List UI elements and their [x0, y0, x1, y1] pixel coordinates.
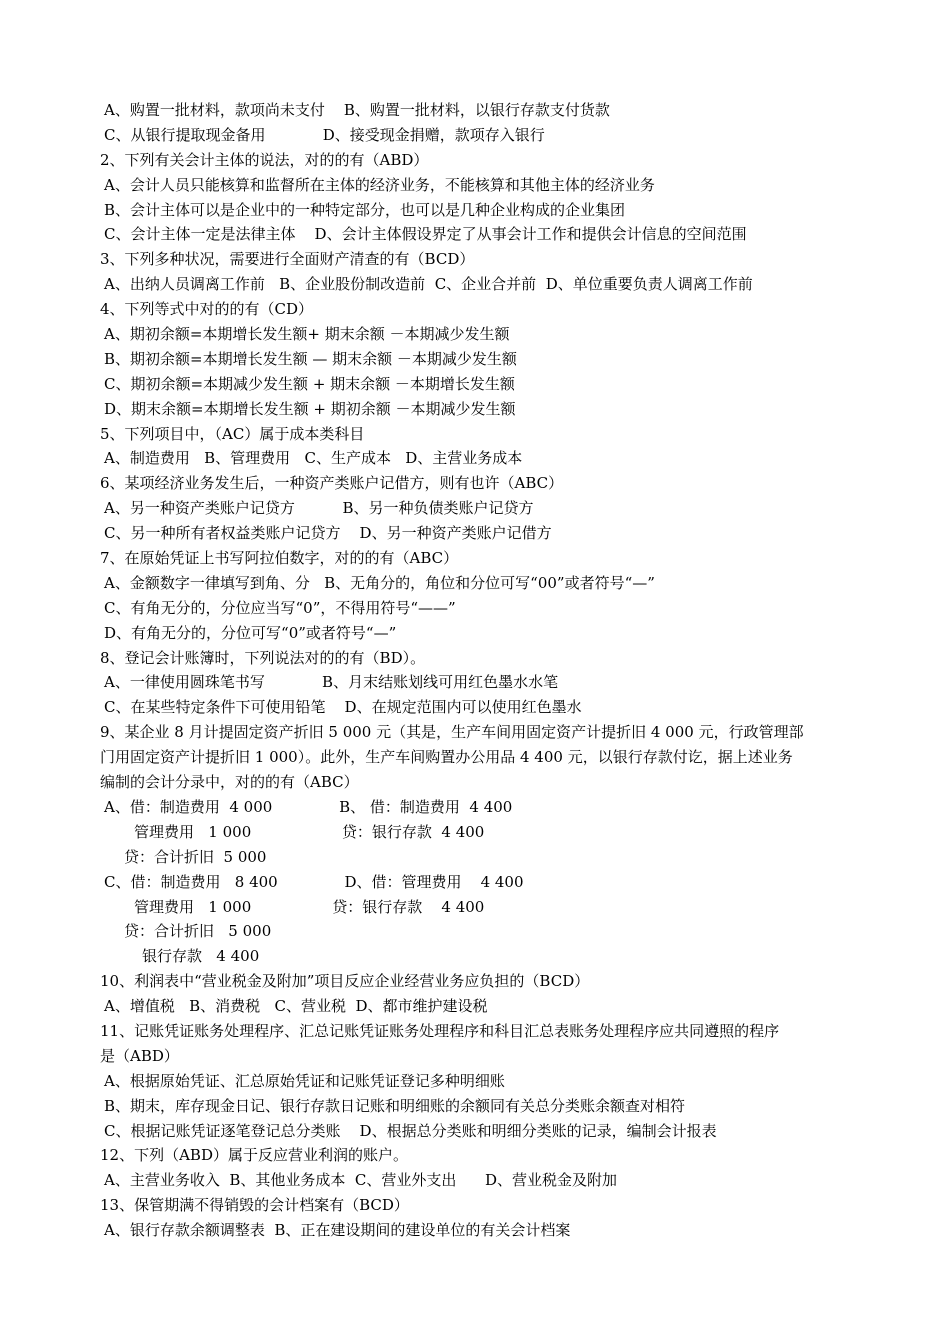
- text-line: 管理费用 1 000 贷：银行存款 4 400: [134, 897, 485, 916]
- text-line: 贷：合计折旧 5 000: [124, 922, 272, 941]
- text-line: 2、下列有关会计主体的说法，对的的有（ABD）: [100, 150, 429, 169]
- text-line: C、有角无分的，分位应当写“0”，不得用符号“——”: [104, 598, 456, 617]
- text-line: C、从银行提取现金备用 D、接受现金捐赠，款项存入银行: [104, 125, 545, 144]
- text-line: 编制的会计分录中，对的的有（ABC）: [100, 773, 359, 792]
- text-line: D、有角无分的，分位可写“0”或者符号“—”: [104, 623, 397, 642]
- text-line: 银行存款 4 400: [142, 947, 260, 966]
- text-line: 管理费用 1 000 贷：银行存款 4 400: [134, 822, 485, 841]
- text-line: 4、下列等式中对的的有（CD）: [100, 300, 314, 319]
- text-line: 11、记账凭证账务处理程序、汇总记账凭证账务处理程序和科目汇总表账务处理程序应共同遵照的程序: [100, 1021, 780, 1040]
- text-line: 7、在原始凭证上书写阿拉伯数字，对的的有（ABC）: [100, 549, 459, 568]
- text-line: A、金额数字一律填写到角、分 B、无角分的，角位和分位可写“00”或者符号“—”: [104, 573, 655, 592]
- text-line: 门用固定资产计提折旧 1 000）。此外，生产车间购置办公用品 4 400 元，以银行存款付讫，据上述业务: [100, 748, 793, 767]
- text-line: B、会计主体可以是企业中的一种特定部分，也可以是几种企业构成的企业集团: [104, 200, 626, 219]
- text-line: C、在某些特定条件下可使用铅笔 D、在规定范围内可以使用红色墨水: [104, 698, 582, 717]
- text-line: A、根据原始凭证、汇总原始凭证和记账凭证登记多种明细账: [104, 1071, 505, 1090]
- text-line: 3、下列多种状况，需要进行全面财产清查的有（BCD）: [100, 250, 475, 269]
- text-line: D、期末余额=本期增长发生额 + 期初余额 －本期减少发生额: [104, 399, 516, 418]
- text-line: 5、下列项目中，（AC）属于成本类科目: [100, 424, 365, 443]
- text-line: 贷：合计折旧 5 000: [124, 847, 267, 866]
- text-line: A、出纳人员调离工作前 B、企业股份制改造前 C、企业合并前 D、单位重要负责人调离工作前: [104, 275, 753, 294]
- text-line: C、借：制造费用 8 400 D、借：管理费用 4 400: [104, 872, 524, 891]
- text-line: A、购置一批材料，款项尚未支付 B、购置一批材料，以银行存款支付货款: [104, 101, 610, 119]
- text-line: 是（ABD）: [100, 1046, 179, 1065]
- text-line: B、期末，库存现金日记、银行存款日记账和明细账的余额同有关总分类账余额查对相符: [104, 1096, 686, 1115]
- text-line: B、期初余额=本期增长发生额 — 期末余额 －本期减少发生额: [104, 349, 517, 368]
- text-line: C、另一种所有者权益类账户记贷方 D、另一种资产类账户记借方: [104, 524, 552, 543]
- text-line: A、借：制造费用 4 000 B、 借：制造费用 4 400: [104, 797, 513, 816]
- text-line: 8、登记会计账簿时，下列说法对的的有（BD）。: [100, 648, 426, 667]
- text-line: A、会计人员只能核算和监督所在主体的经济业务，不能核算和其他主体的经济业务: [104, 175, 655, 194]
- text-line: A、一律使用圆珠笔书写 B、月末结账划线可用红色墨水水笔: [104, 673, 559, 692]
- text-line: C、根据记账凭证逐笔登记总分类账 D、根据总分类账和明细分类账的记录，编制会计报表: [104, 1121, 717, 1140]
- text-line: 9、某企业 8 月计提固定资产折旧 5 000 元（其是，生产车间用固定资产计提折旧 4 000 元，行政管理部: [100, 723, 804, 742]
- text-line: A、主营业务收入 B、其他业务成本 C、营业外支出 D、营业税金及附加: [104, 1171, 618, 1190]
- text-line: 13、保管期满不得销毁的会计档案有（BCD）: [100, 1196, 409, 1215]
- text-line: A、另一种资产类账户记贷方 B、另一种负债类账户记贷方: [104, 499, 534, 518]
- text-line: A、制造费用 B、管理费用 C、生产成本 D、主营业务成本: [104, 449, 523, 468]
- text-line: A、银行存款余额调整表 B、正在建设期间的建设单位的有关会计档案: [104, 1221, 571, 1240]
- text-line: C、期初余额=本期减少发生额 + 期末余额 －本期增长发生额: [104, 374, 515, 393]
- text-line: A、增值税 B、消费税 C、营业税 D、都市维护建设税: [104, 997, 488, 1016]
- text-line: C、会计主体一定是法律主体 D、会计主体假设界定了从事会计工作和提供会计信息的空间范围: [104, 225, 747, 244]
- text-line: 10、利润表中“营业税金及附加”项目反应企业经营业务应负担的（BCD）: [100, 972, 590, 991]
- text-line: 6、某项经济业务发生后，一种资产类账户记借方，则有也许（ABC）: [100, 474, 564, 493]
- document-page: [0, 98, 950, 1243]
- text-line: 12、下列（ABD）属于反应营业利润的账户。: [100, 1146, 408, 1165]
- text-line: A、期初余额=本期增长发生额+ 期末余额 －本期减少发生额: [104, 325, 510, 344]
